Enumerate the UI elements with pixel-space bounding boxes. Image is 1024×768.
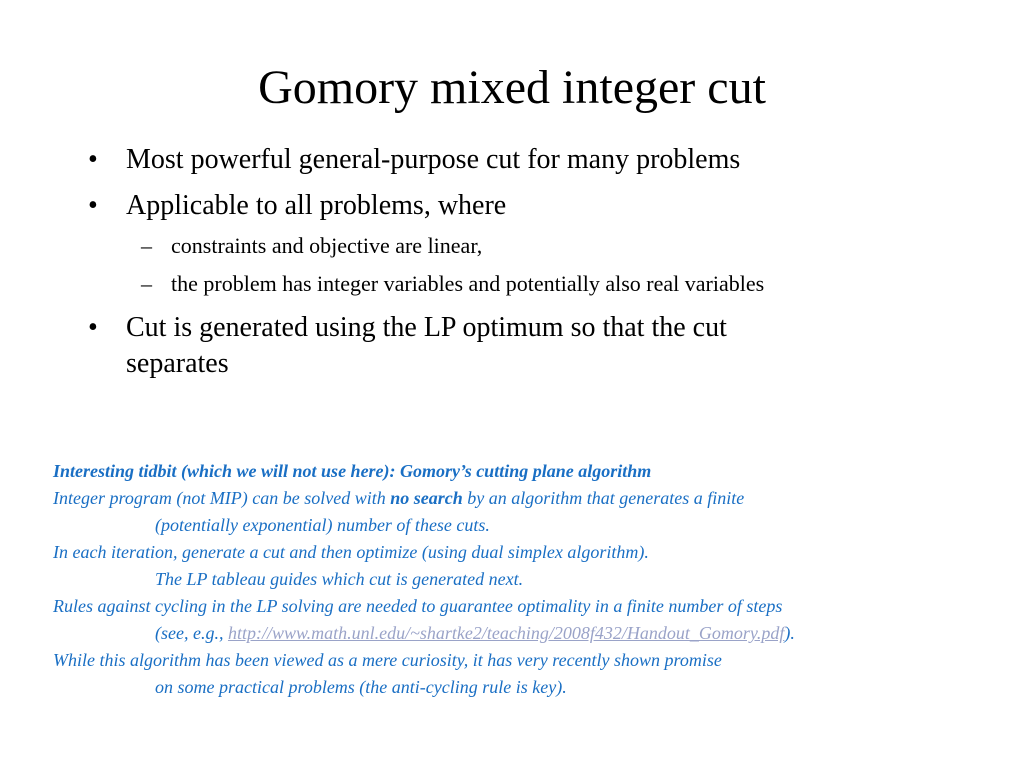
bullet-marker: •: [88, 312, 98, 343]
bullet-text-line: Cut is generated using the LP optimum so that the cut: [126, 312, 727, 343]
bullet-item: [88, 310, 727, 346]
tidbit-note: [53, 458, 993, 701]
dash-marker: –: [141, 271, 152, 296]
sub-bullet-item: [141, 270, 765, 298]
bullet-item: [88, 142, 741, 178]
note-heading: Interesting tidbit (which we will not use here): Gomory’s cutting plane algorithm: [53, 461, 652, 481]
bullet-marker: •: [88, 144, 98, 175]
note-line: Rules against cycling in the LP solving are needed to guarantee optimality in a finite number of steps: [53, 596, 783, 616]
sub-bullet-item: [141, 232, 483, 260]
bullet-item: [88, 188, 507, 224]
sub-bullet-text: constraints and objective are linear,: [171, 233, 483, 258]
bullet-text: Most powerful general-purpose cut for many problems: [126, 144, 741, 175]
bullet-continuation: [126, 346, 229, 382]
bullet-text-line: separates: [126, 348, 229, 379]
bullet-marker: •: [88, 190, 98, 221]
emphasis: no search: [390, 488, 463, 508]
note-line: While this algorithm has been viewed as a mere curiosity, it has very recently shown promise: [53, 650, 722, 670]
dash-marker: –: [141, 233, 152, 258]
sub-bullet-text: the problem has integer variables and potentially also real variables: [171, 271, 765, 296]
note-line: Integer program (not MIP) can be solved with no search by an algorithm that generates a finite: [53, 488, 745, 508]
bullet-text: Applicable to all problems, where: [126, 190, 507, 221]
slide-title: Gomory mixed integer cut: [258, 61, 766, 114]
note-line: on some practical problems (the anti-cycling rule is key).: [155, 677, 567, 697]
handout-link[interactable]: http://www.math.unl.edu/~shartke2/teaching/2008f432/Handout_Gomory.pdf: [227, 623, 785, 643]
note-line: In each iteration, generate a cut and then optimize (using dual simplex algorithm).: [53, 542, 649, 562]
note-line: The LP tableau guides which cut is generated next.: [155, 569, 524, 589]
note-line: (see, e.g., http://www.math.unl.edu/~shartke2/teaching/2008f432/Handout_Gomory.pdf).: [155, 623, 795, 643]
note-line: (potentially exponential) number of these cuts.: [155, 515, 490, 535]
